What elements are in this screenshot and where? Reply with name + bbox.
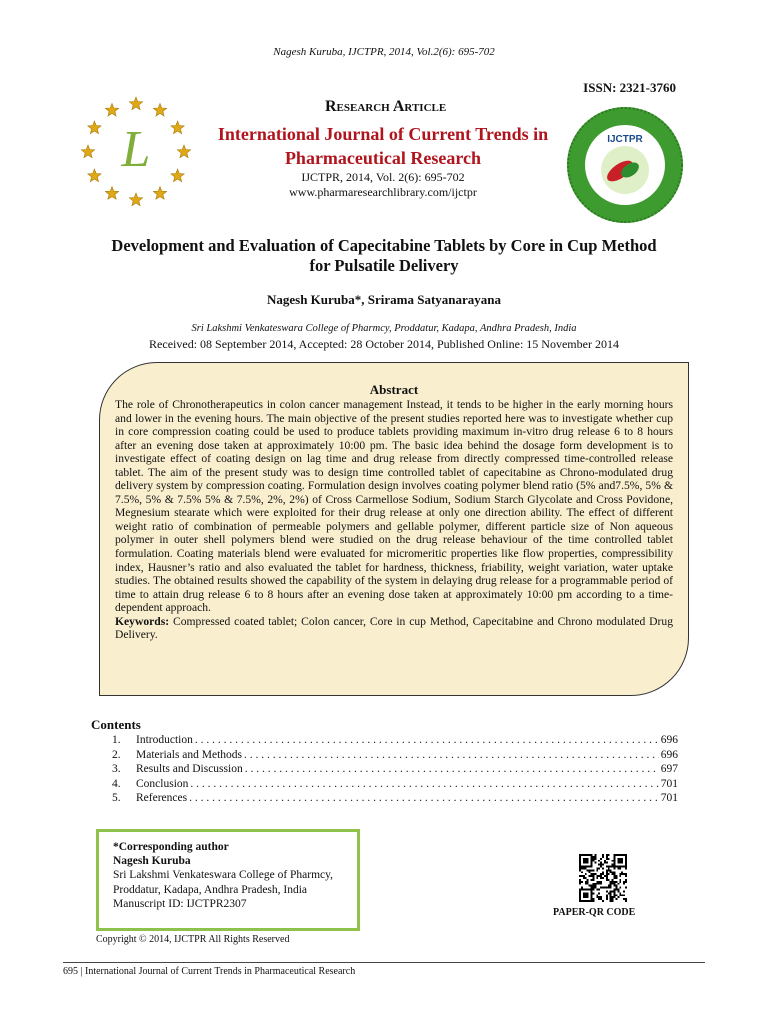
corr-name: Nagesh Kuruba: [113, 855, 191, 868]
corr-address2: Proddatur, Kadapa, Andhra Pradesh, India: [113, 883, 308, 896]
table-of-contents: [112, 733, 678, 806]
corr-heading: *Corresponding author: [113, 841, 229, 853]
star-icon: [177, 145, 190, 158]
article-type: Research Article: [325, 98, 447, 115]
star-icon: [171, 121, 184, 134]
corr-manuscript: Manuscript ID: IJCTPR2307: [113, 897, 247, 910]
abstract-body: The role of Chronotherapeutics in colon cancer management Instead, it tends to be higher in the early morning hours and lower in the evening hours. The main objective of the present studies reported here was to investigate whether cup in core compression coating could be used to produce tablets providing maximum in-vitro drug release 6 to 8 hours after an evening dose taken at approximately 10:00 pm. The basic idea behind the dosage form development is to investigate effect of coating design on lag time and drug release from directly compressed time-controlled release tablet. The aim of the present study was to design time controlled tablet of capecitabine as Chrono-modulated drug delivery system by compression coating. Formulation design involves coating polymer blend ratio (5% and7.5%, 5% & 7.5%, 5% & 7.5% 5% & 7.5%, 2%, 2%) of Cross Carmellose Sodium, Sodium Starch Glycolate and Cross Povidone, Megnesium stearate which were exploited for their drug release at only one direction ability. The effect of different weight ratio of combination of permeable polymers and gellable polymer, different particle size of Non aqueous polymer in outer shell polymers blend were studied on the drug release behaviour of the time controlled tablet formulation. Coating materials blend were evaluated for micromeritic properties like flow properties, compressibility index, Hausner’s ratio and also evaluated the tablet for hardness, thickness, friability, weight variation, water uptake studies. The obtained results showed the capability of the system in delaying drug release for a programmable period of time to attain drug release 6 to 8 hours after an evening dose taken at approximately 10:00 pm according to a time-dependent approach.: [115, 398, 673, 615]
star-icon: [105, 103, 118, 116]
affiliation: Sri Lakshmi Venkateswara College of Pharmcy, Proddatur, Kadapa, Andhra Pradesh, India: [191, 323, 577, 334]
logo-letter: L: [121, 121, 151, 178]
keywords: Compressed coated tablet; Colon cancer, Core in cup Method, Capecitabine and Chrono modulated Drug Delivery.: [115, 614, 673, 642]
journal-title: [200, 122, 566, 170]
star-icon: [88, 169, 101, 182]
journal-title-line1: International Journal of Current Trends in: [217, 124, 549, 144]
star-icon: [129, 97, 142, 110]
paper-title-line1: Development and Evaluation of Capecitabine Tablets by Core in Cup Method: [111, 236, 657, 255]
journal-seal-icon: [564, 104, 686, 226]
corresponding-author-box: [96, 829, 360, 931]
article-dates: Received: 08 September 2014, Accepted: 28 October 2014, Published Online: 15 November 2014: [149, 337, 619, 351]
journal-logo-stars: [76, 92, 196, 212]
qr-code-icon[interactable]: [579, 854, 627, 902]
seal-text: IJCTPR: [607, 134, 643, 145]
keywords-label: Keywords:: [115, 614, 170, 628]
footer-divider: [63, 962, 705, 963]
star-icon: [105, 187, 118, 200]
star-icon: [88, 121, 101, 134]
paper-title-line2: for Pulsatile Delivery: [309, 256, 459, 275]
journal-title-line2: Pharmaceutical Research: [284, 148, 482, 168]
paper-title: [80, 236, 688, 276]
contents-title: Contents: [91, 717, 141, 732]
corr-address1: Sri Lakshmi Venkateswara College of Pharmcy,: [113, 869, 334, 882]
toc-item-conclusion[interactable]: 4. Conclusion . . . 701: [112, 777, 678, 792]
toc-item-materials-methods[interactable]: 2. Materials and Methods . . . 696: [112, 748, 678, 763]
star-icon: [153, 103, 166, 116]
running-head: Nagesh Kuruba, IJCTPR, 2014, Vol.2(6): 695-702: [273, 46, 495, 58]
star-icon: [171, 169, 184, 182]
qr-label: PAPER-QR CODE: [553, 907, 636, 918]
journal-url[interactable]: www.pharmaresearchlibrary.com/ijctpr: [289, 185, 477, 199]
issn: ISSN: 2321-3760: [583, 80, 676, 95]
toc-item-references[interactable]: 5. References . . . 701: [112, 791, 678, 806]
toc-item-results-discussion[interactable]: 3. Results and Discussion . . . 697: [112, 762, 678, 777]
star-icon: [81, 145, 94, 158]
copyright: Copyright © 2014, IJCTPR All Rights Reserved: [96, 934, 290, 945]
abstract-text: [115, 398, 673, 642]
star-icon: [153, 187, 166, 200]
authors: Nagesh Kuruba*, Srirama Satyanarayana: [266, 292, 502, 307]
toc-item-introduction[interactable]: 1. Introduction . . . 696: [112, 733, 678, 748]
page-footer: 695 | International Journal of Current Trends in Pharmaceutical Research: [63, 966, 356, 977]
journal-citation: IJCTPR, 2014, Vol. 2(6): 695-702: [301, 170, 465, 184]
star-icon: [129, 193, 142, 206]
journal-info: [200, 170, 566, 200]
abstract-title: Abstract: [369, 382, 419, 397]
